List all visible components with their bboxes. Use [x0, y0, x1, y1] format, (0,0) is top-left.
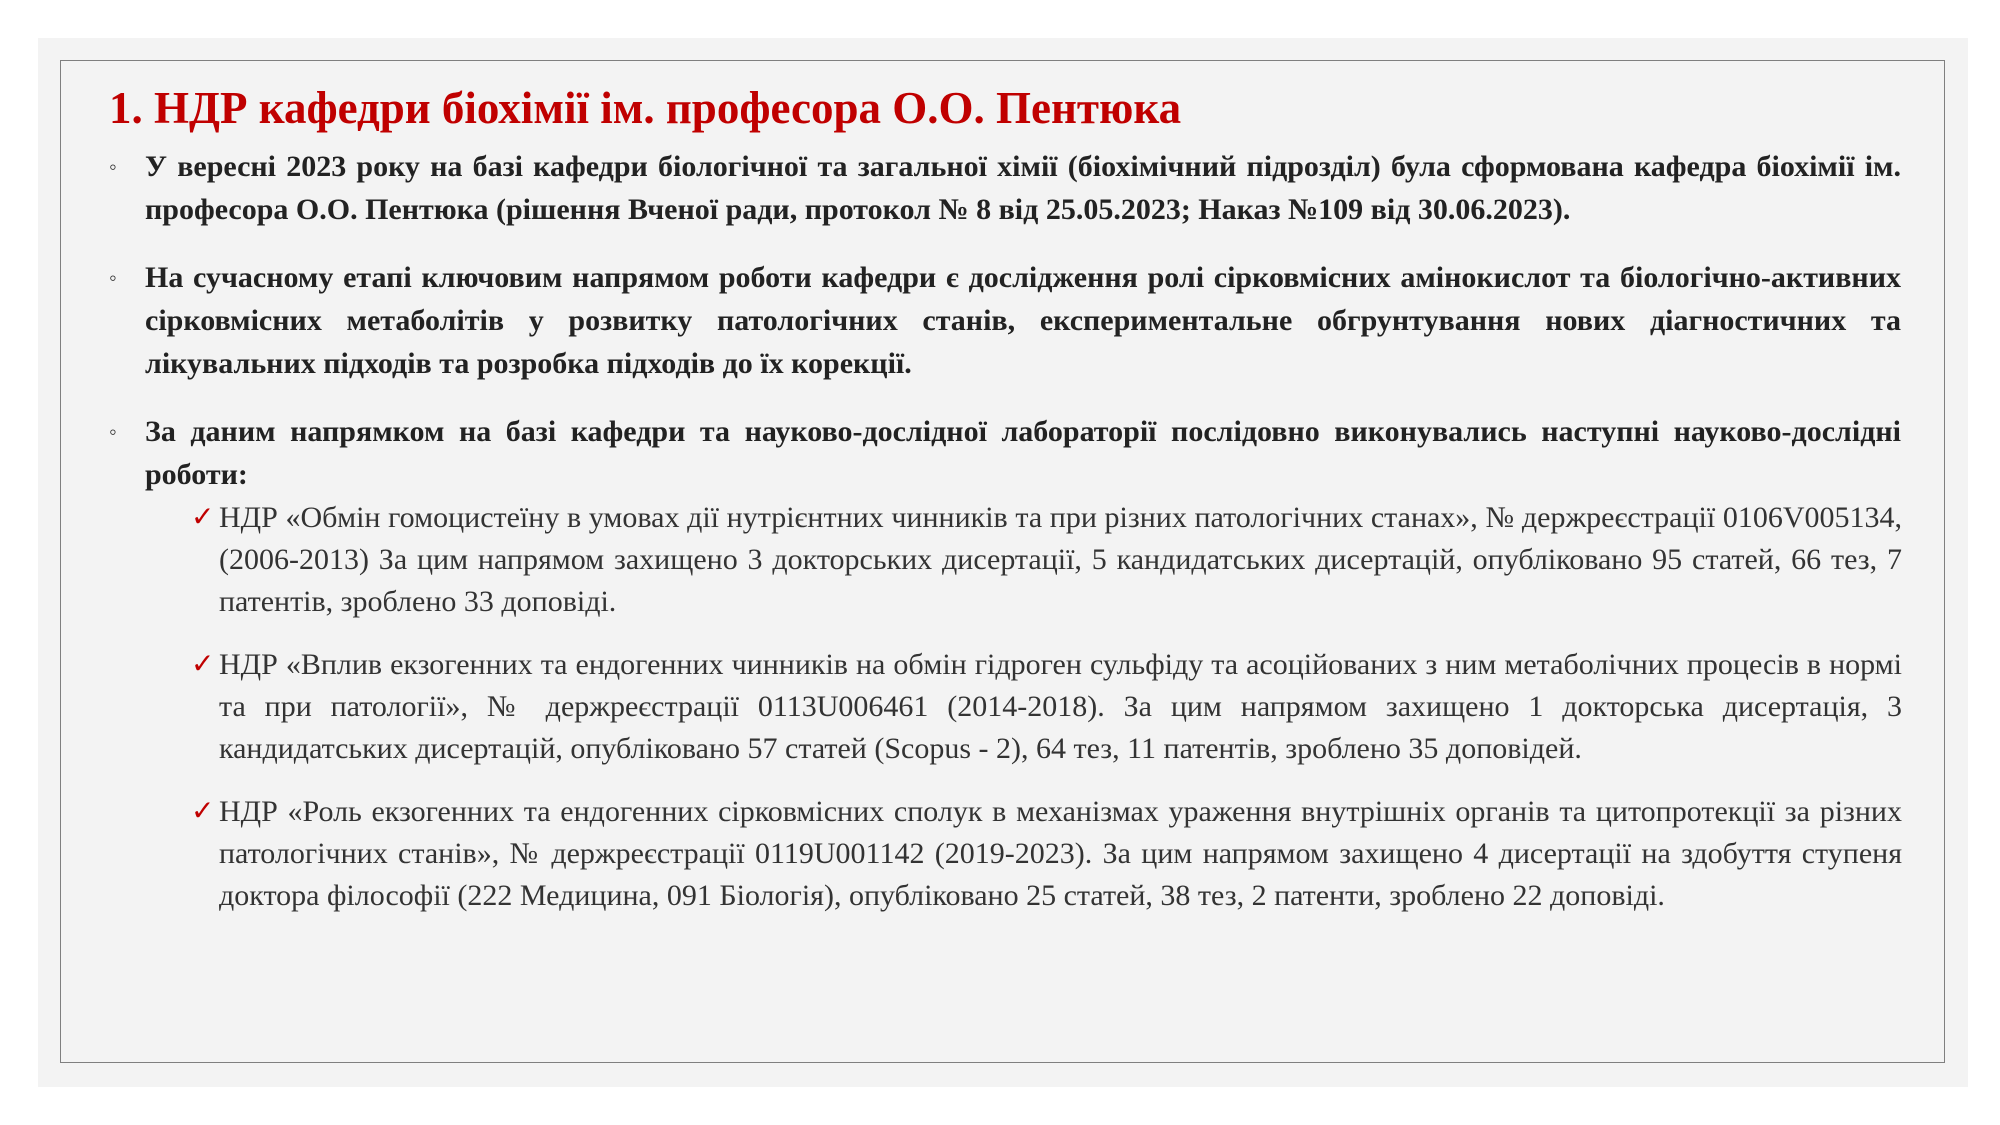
research-project-text: НДР «Вплив екзогенних та ендогенних чинників на обмін гідроген сульфіду та асоційованих з ним метаболічних процесів в нормі та при патології», № держреєстрації 0113U006461 (2014-2018). За цим напрямом захищено 1 докторська дисертація, 3 кандидатських дисертацій, опубліковано 57 статей (Scopus - 2), 64 тез, 11 патентів, зроблено 35 доповідей. [219, 648, 1902, 765]
bullet-item [109, 145, 1901, 231]
bullet-text: На сучасному етапі ключовим напрямом роботи кафедри є дослідження ролі сірковмісних амінокислот та біологічно-активних сірковмісних метаболітів у розвитку патологічних станів, експериментальне обгрунтування нових діагностичних та лікувальних підходів та розробка підходів до їх корекції. [145, 261, 1901, 380]
research-project-item [191, 497, 1902, 623]
check-icon: ✓ [191, 647, 215, 680]
research-project-list [191, 497, 1902, 938]
bullet-item [109, 410, 1901, 496]
research-project-text: НДР «Обмін гомоцистеїну в умовах дії нутрієнтних чинників та при різних патологічних станах», № держреєстрації 0106V005134, (2006-2013) За цим напрямом захищено 3 докторських дисертації, 5 кандидатських дисертацій, опубліковано 95 статей, 66 тез, 7 патентів, зроблено 33 доповіді. [219, 501, 1902, 618]
bullet-text: У вересні 2023 року на базі кафедри біологічної та загальної хімії (біохімічний підрозділ) була сформована кафедра біохімії ім. професора О.О. Пентюка (рішення Вченої ради, протокол № 8 від 25.05.2023; Наказ №109 від 30.06.2023). [145, 150, 1901, 226]
research-project-text: НДР «Роль екзогенних та ендогенних сірковмісних сполук в механізмах ураження внутрішніх органів та цитопротекції за різних патологічних станів», № держреєстрації 0119U001142 (2019-2023). За цим напрямом захищено 4 дисертації на здобуття ступеня доктора філософії (222 Медицина, 091 Біологія), опубліковано 25 статей, 38 тез, 2 патенти, зроблено 22 доповіді. [219, 795, 1902, 912]
bullet-marker-icon: ◦ [109, 265, 117, 290]
bullet-text: За даним напрямком на базі кафедри та науково-дослідної лабораторії послідовно виконувались наступні науково-дослідні роботи: [145, 415, 1901, 491]
bullet-marker-icon: ◦ [109, 154, 117, 179]
bullet-marker-icon: ◦ [109, 419, 117, 444]
slide [60, 60, 1945, 1063]
research-project-item [191, 644, 1902, 770]
slide-title: 1. НДР кафедри біохімії ім. професора О.О. Пентюка [109, 83, 1182, 133]
check-icon: ✓ [191, 500, 215, 533]
bullet-list [109, 145, 1901, 521]
slide-stage [38, 38, 1968, 1087]
bullet-item [109, 256, 1901, 385]
research-project-item [191, 791, 1902, 917]
check-icon: ✓ [191, 794, 215, 827]
